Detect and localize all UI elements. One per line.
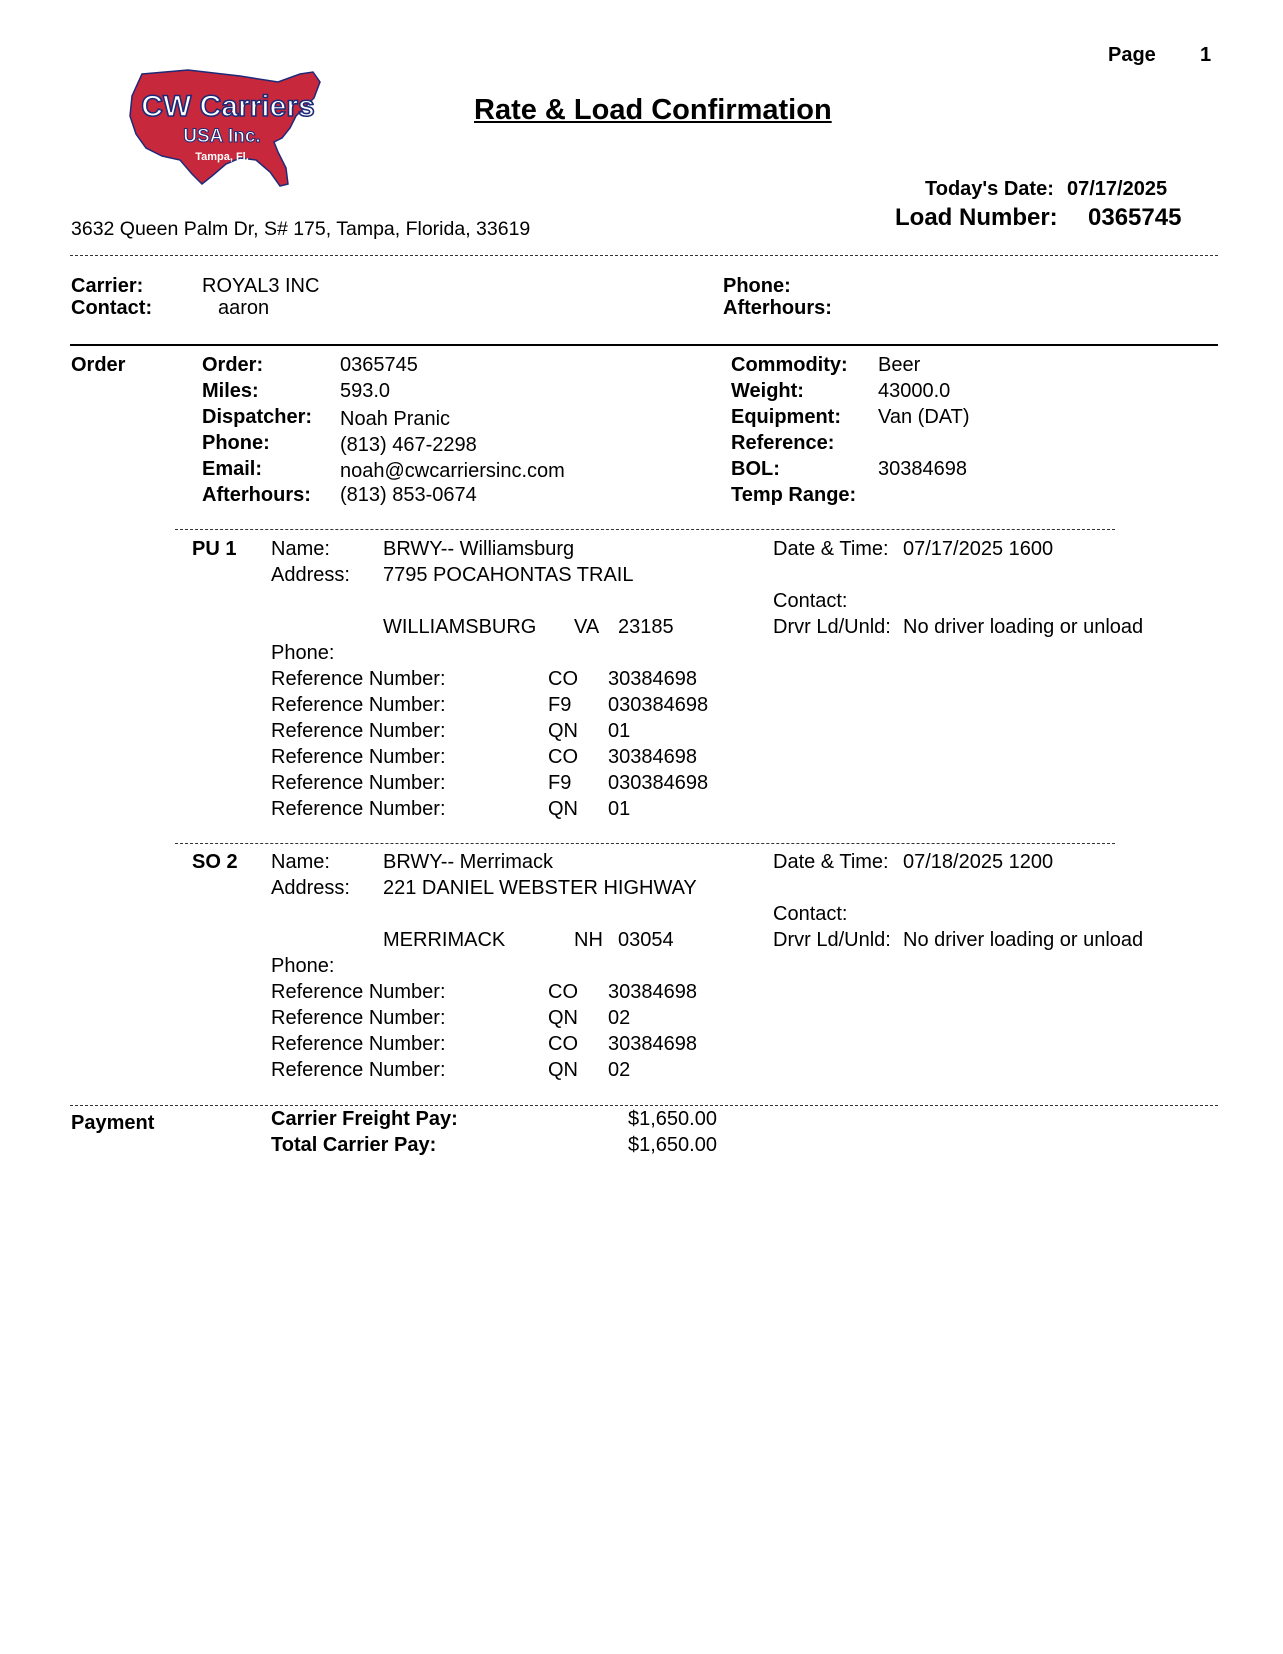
dispatcher-value: Noah Pranic <box>340 408 451 430</box>
dispatcher-label: Dispatcher: <box>202 406 313 428</box>
stop2-datetime-label: Date & Time: <box>773 851 889 873</box>
todays-date-label: Today's Date: <box>925 178 1054 200</box>
stop1-ref-code: CO <box>548 668 578 690</box>
stop2-name: BRWY-- Merrimack <box>383 851 554 873</box>
total-pay-value: $1,650.00 <box>628 1134 717 1156</box>
stop1-address-label: Address: <box>271 564 350 586</box>
order-afterhours-value: (813) 853-0674 <box>340 484 477 506</box>
carrier-label: Carrier: <box>71 275 144 297</box>
stop1-ref-label: Reference Number: <box>271 746 446 768</box>
order-label: Order: <box>202 354 264 376</box>
stop1-ref-value: 30384698 <box>608 746 697 768</box>
commodity-value: Beer <box>878 354 921 376</box>
carrier-value: ROYAL3 INC <box>202 275 320 297</box>
load-number-label: Load Number: <box>895 204 1058 231</box>
stop1-ref-label: Reference Number: <box>271 772 446 794</box>
stop2-ref-value: 30384698 <box>608 1033 697 1055</box>
load-number: 0365745 <box>1088 204 1182 231</box>
stop1-ref-label: Reference Number: <box>271 668 446 690</box>
carrier-phone-label: Phone: <box>723 275 791 297</box>
freight-pay-label: Carrier Freight Pay: <box>271 1108 458 1130</box>
bol-value: 30384698 <box>878 458 967 480</box>
stop1-datetime: 07/17/2025 1600 <box>903 538 1054 560</box>
stop2-ref-value: 02 <box>608 1007 631 1029</box>
email-value: noah@cwcarriersinc.com <box>340 460 565 482</box>
stop2-ref-code: CO <box>548 1033 578 1055</box>
stop2-phone-label: Phone: <box>271 955 335 977</box>
stop2-ref-label: Reference Number: <box>271 1007 446 1029</box>
stop1-ref-value: 30384698 <box>608 668 697 690</box>
stop2-driver-label: Drvr Ld/Unld: <box>773 929 891 951</box>
stop2-ref-label: Reference Number: <box>271 1033 446 1055</box>
stop1-address: 7795 POCAHONTAS TRAIL <box>383 564 634 586</box>
stop2-ref-label: Reference Number: <box>271 1059 446 1081</box>
order-section-label: Order <box>71 354 126 376</box>
stop2-datetime: 07/18/2025 1200 <box>903 851 1054 873</box>
order-value: 0365745 <box>340 354 418 376</box>
stop1-divider <box>175 529 1115 530</box>
stop2-state: NH <box>574 929 603 951</box>
stop1-datetime-label: Date & Time: <box>773 538 889 560</box>
stop1-ref-code: F9 <box>548 772 572 794</box>
freight-pay-value: $1,650.00 <box>628 1108 717 1130</box>
stop1-ref-code: QN <box>548 798 578 820</box>
stop1-ref-value: 01 <box>608 798 631 820</box>
company-logo <box>128 68 328 193</box>
stop1-ref-value: 030384698 <box>608 772 709 794</box>
stop1-driver-value: No driver loading or unload <box>903 616 1144 638</box>
stop-tag-so2: SO 2 <box>192 851 238 873</box>
stop2-address: 221 DANIEL WEBSTER HIGHWAY <box>383 877 697 899</box>
weight-label: Weight: <box>731 380 804 402</box>
stop2-zip: 03054 <box>618 929 674 951</box>
stop1-ref-value: 01 <box>608 720 631 742</box>
page-number: 1 <box>1200 44 1212 66</box>
stop1-phone-label: Phone: <box>271 642 335 664</box>
stop1-driver-label: Drvr Ld/Unld: <box>773 616 891 638</box>
stop1-name-label: Name: <box>271 538 330 560</box>
order-afterhours-label: Afterhours: <box>202 484 311 506</box>
dispatcher-phone-label: Phone: <box>202 432 270 454</box>
stop1-zip: 23185 <box>618 616 674 638</box>
email-label: Email: <box>202 458 263 480</box>
stop2-ref-value: 30384698 <box>608 981 697 1003</box>
todays-date: 07/17/2025 <box>1067 178 1168 200</box>
stop-tag-pu1: PU 1 <box>192 538 237 560</box>
commodity-label: Commodity: <box>731 354 848 376</box>
logo-line2: USA Inc. <box>183 126 261 147</box>
carrier-afterhours-label: Afterhours: <box>723 297 832 319</box>
carrier-divider <box>70 344 1218 346</box>
stop1-contact-label: Contact: <box>773 590 848 612</box>
stop2-name-label: Name: <box>271 851 330 873</box>
stop2-ref-value: 02 <box>608 1059 631 1081</box>
stop1-ref-label: Reference Number: <box>271 720 446 742</box>
stop1-ref-code: CO <box>548 746 578 768</box>
bol-label: BOL: <box>731 458 780 480</box>
stop1-ref-label: Reference Number: <box>271 798 446 820</box>
payment-divider <box>70 1105 1218 1106</box>
document-title: Rate & Load Confirmation <box>474 94 832 126</box>
stop2-address-label: Address: <box>271 877 350 899</box>
stop1-name: BRWY-- Williamsburg <box>383 538 575 560</box>
stop2-ref-code: CO <box>548 981 578 1003</box>
stop1-ref-code: QN <box>548 720 578 742</box>
stop1-ref-label: Reference Number: <box>271 694 446 716</box>
company-address: 3632 Queen Palm Dr, S# 175, Tampa, Florida, 33619 <box>71 218 531 240</box>
total-pay-label: Total Carrier Pay: <box>271 1134 437 1156</box>
header-divider <box>70 255 1218 256</box>
weight-value: 43000.0 <box>878 380 951 402</box>
payment-section-label: Payment <box>71 1112 155 1134</box>
miles-value: 593.0 <box>340 380 391 402</box>
contact-value: aaron <box>218 297 270 319</box>
equipment-value: Van (DAT) <box>878 406 970 428</box>
stop1-ref-code: F9 <box>548 694 572 716</box>
stop2-contact-label: Contact: <box>773 903 848 925</box>
stop1-state: VA <box>574 616 600 638</box>
stop2-ref-label: Reference Number: <box>271 981 446 1003</box>
stop1-ref-value: 030384698 <box>608 694 709 716</box>
logo-line3: Tampa, Fl. <box>195 151 249 163</box>
reference-label: Reference: <box>731 432 835 454</box>
stop2-ref-code: QN <box>548 1007 578 1029</box>
temp-range-label: Temp Range: <box>731 484 857 506</box>
equipment-label: Equipment: <box>731 406 841 428</box>
stop2-driver-value: No driver loading or unload <box>903 929 1144 951</box>
stop2-ref-code: QN <box>548 1059 578 1081</box>
stop2-city: MERRIMACK <box>383 929 506 951</box>
logo-line1: CW Carriers <box>141 90 315 123</box>
contact-label: Contact: <box>71 297 153 319</box>
dispatcher-phone-value: (813) 467-2298 <box>340 434 477 456</box>
stop2-divider <box>175 843 1115 844</box>
stop1-city: WILLIAMSBURG <box>383 616 537 638</box>
page-label: Page <box>1108 44 1156 66</box>
miles-label: Miles: <box>202 380 259 402</box>
